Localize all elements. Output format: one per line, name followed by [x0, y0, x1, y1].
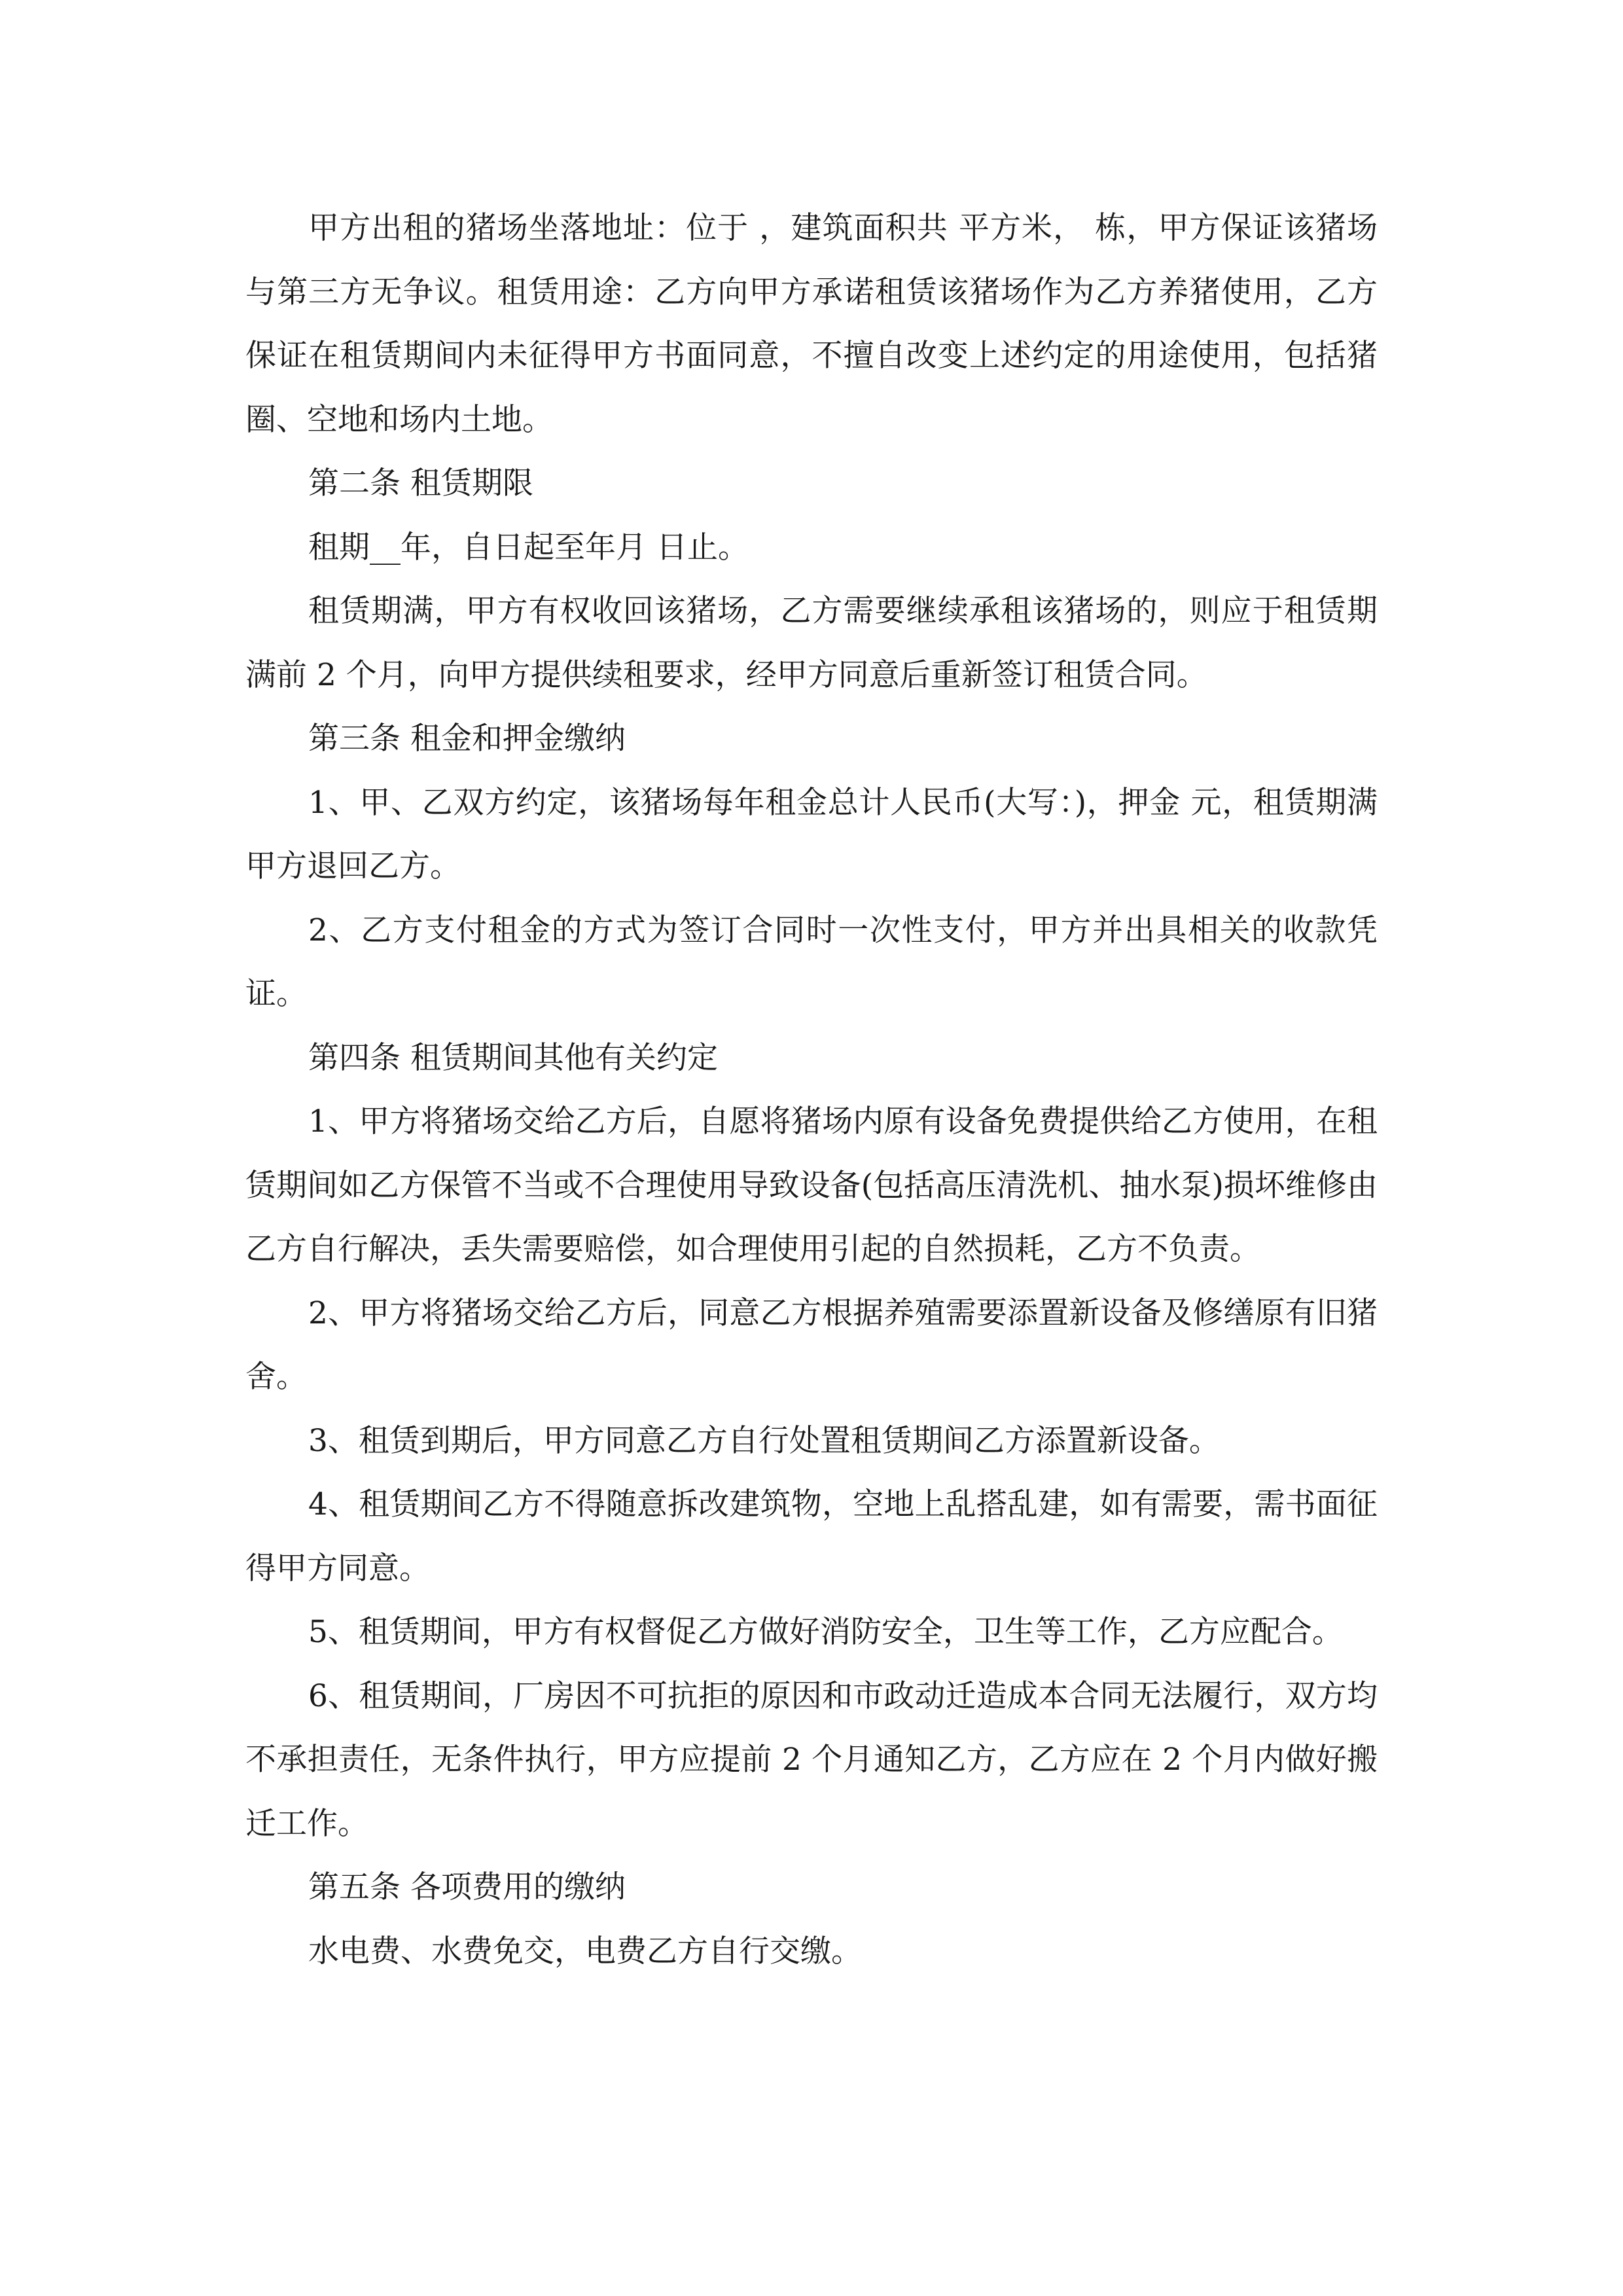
heading-article-3: 第三条 租金和押金缴纳	[308, 721, 626, 757]
heading-article-4: 第四条 租赁期间其他有关约定	[308, 1039, 718, 1076]
paragraph-premises: 甲方出租的猪场坐落地址：位于 ，建筑面积共 平方米， 栋，甲方保证该猪场与第三方无争议。租赁用途：乙方向甲方承诺租赁该猪场作为乙方养猪使用，乙方保证在租赁期间内未征得甲方书面同意，不擅自改变上述约定的用途使用，包括猪圈、空地和场内土地。	[245, 210, 1378, 438]
paragraph-fire-safety: 5、租赁期间，甲方有权督促乙方做好消防安全，卫生等工作，乙方应配合。	[308, 1614, 1343, 1650]
paragraph-rent-payment: 2、乙方支付租金的方式为签订合同时一次性支付，甲方并出具相关的收款凭证。	[245, 912, 1378, 1012]
paragraph-new-equipment: 2、甲方将猪场交给乙方后，同意乙方根据养殖需要添置新设备及修缮原有旧猪舍。	[245, 1295, 1378, 1395]
paragraph-rent-amount: 1、甲、乙双方约定，该猪场每年租金总计人民币(大写：)，押金 元，租赁期满甲方退回乙方。	[245, 784, 1378, 884]
paragraph-utilities: 水电费、水费免交，电费乙方自行交缴。	[308, 1933, 862, 1969]
paragraph-lease-term: 租期__年，自日起至年月 日止。	[308, 529, 749, 565]
paragraph-force-majeure: 6、租赁期间，厂房因不可抗拒的原因和市政动迁造成本合同无法履行，双方均不承担责任，无条件执行，甲方应提前 2 个月通知乙方，乙方应在 2 个月内做好搬迁工作。	[245, 1677, 1378, 1842]
paragraph-equipment: 1、甲方将猪场交给乙方后，自愿将猪场内原有设备免费提供给乙方使用，在租赁期间如乙方保管不当或不合理使用导致设备(包括高压清洗机、抽水泵)损坏维修由乙方自行解决，丢失需要赔偿，如合理使用引起的自然损耗，乙方不负责。	[245, 1103, 1378, 1267]
heading-article-5: 第五条 各项费用的缴纳	[308, 1869, 626, 1905]
document-body	[245, 196, 1378, 1983]
heading-article-2: 第二条 租赁期限	[308, 465, 533, 501]
paragraph-expiry-disposal: 3、租赁到期后，甲方同意乙方自行处置租赁期间乙方添置新设备。	[308, 1422, 1220, 1459]
paragraph-lease-renewal: 租赁期满，甲方有权收回该猪场，乙方需要继续承租该猪场的，则应于租赁期满前 2 个月，向甲方提供续租要求，经甲方同意后重新签订租赁合同。	[245, 593, 1378, 693]
paragraph-no-alteration: 4、租赁期间乙方不得随意拆改建筑物，空地上乱搭乱建，如有需要，需书面征得甲方同意。	[245, 1486, 1378, 1587]
